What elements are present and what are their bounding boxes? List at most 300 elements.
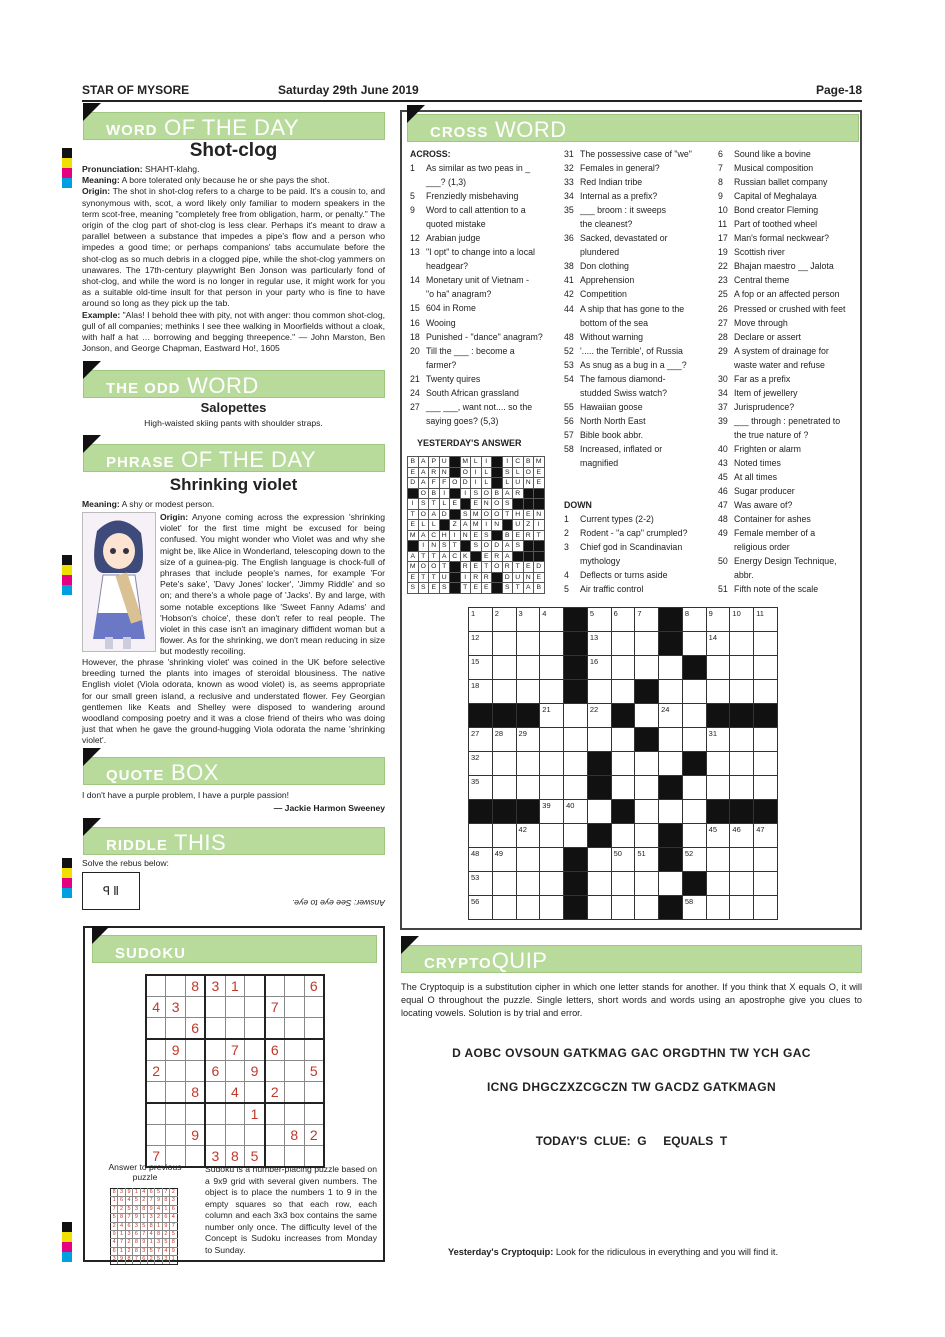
crossword-cell[interactable]: [635, 896, 659, 920]
sudoku-cell[interactable]: 6: [140, 1256, 147, 1264]
crossword-cell[interactable]: [754, 632, 778, 656]
sudoku-cell[interactable]: [205, 1082, 225, 1104]
crossword-cell[interactable]: [730, 776, 754, 800]
crossword-cell[interactable]: [564, 776, 588, 800]
crossword-cell[interactable]: [540, 680, 564, 704]
crossword-cell[interactable]: [516, 656, 540, 680]
crossword-cell[interactable]: [540, 656, 564, 680]
crossword-cell[interactable]: [492, 896, 516, 920]
sudoku-cell[interactable]: 9: [170, 1247, 177, 1255]
sudoku-cell[interactable]: [146, 1018, 166, 1040]
sudoku-cell[interactable]: 7: [146, 1146, 166, 1168]
sudoku-cell[interactable]: 1: [147, 1239, 154, 1247]
crossword-cell[interactable]: [516, 872, 540, 896]
crossword-cell[interactable]: 2: [492, 608, 516, 632]
sudoku-cell[interactable]: [245, 975, 265, 997]
sudoku-cell[interactable]: 6: [133, 1231, 140, 1239]
crossword-cell[interactable]: 45: [706, 824, 730, 848]
sudoku-cell[interactable]: 5: [125, 1205, 132, 1213]
crossword-cell[interactable]: 1: [469, 608, 493, 632]
crossword-cell[interactable]: [540, 752, 564, 776]
sudoku-cell[interactable]: 3: [133, 1205, 140, 1213]
crossword-cell[interactable]: [587, 872, 611, 896]
crossword-cell[interactable]: [706, 752, 730, 776]
crossword-cell[interactable]: [540, 728, 564, 752]
crossword-cell[interactable]: [635, 800, 659, 824]
sudoku-cell[interactable]: 7: [125, 1214, 132, 1222]
crossword-cell[interactable]: [754, 848, 778, 872]
crossword-cell[interactable]: [611, 824, 635, 848]
crossword-cell[interactable]: [754, 872, 778, 896]
sudoku-cell[interactable]: [205, 1018, 225, 1040]
crossword-cell[interactable]: 42: [516, 824, 540, 848]
sudoku-cell[interactable]: 3: [118, 1189, 125, 1197]
crossword-cell[interactable]: [540, 824, 564, 848]
crossword-cell[interactable]: [635, 872, 659, 896]
crossword-cell[interactable]: [754, 728, 778, 752]
sudoku-cell[interactable]: 5: [140, 1222, 147, 1230]
crossword-cell[interactable]: [516, 632, 540, 656]
sudoku-cell[interactable]: 6: [111, 1247, 118, 1255]
crossword-cell[interactable]: [682, 728, 706, 752]
crossword-cell[interactable]: [730, 728, 754, 752]
sudoku-cell[interactable]: [146, 1103, 166, 1125]
sudoku-cell[interactable]: 5: [133, 1197, 140, 1205]
sudoku-cell[interactable]: 7: [170, 1222, 177, 1230]
crossword-cell[interactable]: 35: [469, 776, 493, 800]
sudoku-cell[interactable]: 2: [146, 1061, 166, 1082]
crossword-cell[interactable]: 7: [635, 608, 659, 632]
crossword-cell[interactable]: [659, 872, 683, 896]
sudoku-cell[interactable]: 6: [162, 1214, 169, 1222]
sudoku-cell[interactable]: [245, 1125, 265, 1146]
sudoku-cell[interactable]: 7: [147, 1197, 154, 1205]
sudoku-cell[interactable]: [225, 1018, 245, 1040]
crossword-cell[interactable]: [540, 776, 564, 800]
crossword-cell[interactable]: [730, 872, 754, 896]
sudoku-cell[interactable]: 1: [245, 1103, 265, 1125]
crossword-cell[interactable]: 58: [682, 896, 706, 920]
crossword-cell[interactable]: 22: [587, 704, 611, 728]
sudoku-cell[interactable]: 3: [125, 1231, 132, 1239]
sudoku-cell[interactable]: 3: [111, 1256, 118, 1264]
crossword-cell[interactable]: [659, 752, 683, 776]
sudoku-cell[interactable]: [225, 997, 245, 1018]
sudoku-cell[interactable]: [166, 1082, 186, 1104]
crossword-cell[interactable]: [611, 632, 635, 656]
sudoku-cell[interactable]: 7: [140, 1231, 147, 1239]
sudoku-cell[interactable]: 7: [225, 1039, 245, 1061]
sudoku-cell[interactable]: 7: [155, 1247, 162, 1255]
sudoku-cell[interactable]: [284, 1103, 304, 1125]
sudoku-cell[interactable]: [284, 1039, 304, 1061]
sudoku-cell[interactable]: 1: [133, 1189, 140, 1197]
down-label: DOWN: [564, 500, 592, 510]
sudoku-cell[interactable]: 6: [118, 1197, 125, 1205]
sudoku-cell[interactable]: 1: [162, 1205, 169, 1213]
crossword-cell[interactable]: [564, 752, 588, 776]
crossword-cell[interactable]: [587, 728, 611, 752]
crossword-cell[interactable]: [564, 728, 588, 752]
sudoku-cell[interactable]: 3: [140, 1247, 147, 1255]
sudoku-cell[interactable]: 4: [111, 1239, 118, 1247]
crossword-cell[interactable]: [492, 680, 516, 704]
cryptoquip-clue: TODAY'S CLUE: G EQUALS T: [535, 1134, 728, 1148]
crossword-cell[interactable]: 3: [516, 608, 540, 632]
crossword-cell[interactable]: [540, 896, 564, 920]
sudoku-cell[interactable]: 8: [118, 1214, 125, 1222]
sudoku-cell[interactable]: 1: [118, 1247, 125, 1255]
sudoku-cell[interactable]: 3: [155, 1239, 162, 1247]
crossword-cell[interactable]: [492, 632, 516, 656]
sudoku-cell[interactable]: 5: [155, 1256, 162, 1264]
crossword-cell[interactable]: [754, 656, 778, 680]
sudoku-cell[interactable]: [205, 1103, 225, 1125]
crossword-cell[interactable]: 28: [492, 728, 516, 752]
crossword-cell[interactable]: [635, 824, 659, 848]
sudoku-cell[interactable]: 1: [225, 975, 245, 997]
sudoku-cell[interactable]: 6: [304, 975, 324, 997]
crossword-cell[interactable]: [706, 680, 730, 704]
sudoku-cell[interactable]: 4: [125, 1197, 132, 1205]
sudoku-cell[interactable]: [265, 975, 285, 997]
crossword-cell[interactable]: 9: [706, 608, 730, 632]
sudoku-cell[interactable]: [265, 1125, 285, 1146]
sudoku-cell[interactable]: [265, 1103, 285, 1125]
sudoku-cell[interactable]: 5: [155, 1189, 162, 1197]
sudoku-cell[interactable]: [304, 997, 324, 1018]
crossword-cell[interactable]: [754, 752, 778, 776]
sudoku-cell[interactable]: 3: [205, 975, 225, 997]
sudoku-cell[interactable]: 4: [155, 1205, 162, 1213]
sudoku-cell[interactable]: [146, 975, 166, 997]
sudoku-cell[interactable]: [166, 1103, 186, 1125]
crossword-cell[interactable]: 15: [469, 656, 493, 680]
crossword-cell[interactable]: [730, 632, 754, 656]
sudoku-cell[interactable]: [284, 1018, 304, 1040]
crossword-cell[interactable]: 40: [564, 800, 588, 824]
crossword-cell[interactable]: 51: [635, 848, 659, 872]
sudoku-cell[interactable]: 9: [166, 1039, 186, 1061]
sudoku-cell[interactable]: 7: [118, 1239, 125, 1247]
sudoku-cell[interactable]: 5: [147, 1247, 154, 1255]
sudoku-cell[interactable]: [186, 1103, 206, 1125]
sudoku-cell[interactable]: 5: [170, 1231, 177, 1239]
sudoku-cell[interactable]: [284, 997, 304, 1018]
crossword-cell[interactable]: [492, 776, 516, 800]
crossword-cell[interactable]: [611, 728, 635, 752]
crossword-cell[interactable]: 6: [611, 608, 635, 632]
sudoku-cell[interactable]: 7: [133, 1256, 140, 1264]
crossword-cell[interactable]: [611, 752, 635, 776]
sudoku-cell[interactable]: 3: [205, 1146, 225, 1168]
sudoku-cell[interactable]: 6: [186, 1018, 206, 1040]
sudoku-cell[interactable]: 9: [162, 1222, 169, 1230]
crossword-cell[interactable]: [611, 872, 635, 896]
crossword-cell[interactable]: 50: [611, 848, 635, 872]
sudoku-cell[interactable]: 9: [133, 1214, 140, 1222]
crossword-cell[interactable]: [682, 704, 706, 728]
crossword-cell[interactable]: [635, 752, 659, 776]
crossword-cell[interactable]: [516, 680, 540, 704]
sudoku-cell[interactable]: 2: [162, 1231, 169, 1239]
clue-number: 50: [718, 556, 728, 567]
crossword-cell[interactable]: [611, 896, 635, 920]
sudoku-cell[interactable]: [225, 1103, 245, 1125]
crossword-cell[interactable]: 32: [469, 752, 493, 776]
crossword-cell[interactable]: [492, 872, 516, 896]
crossword-cell[interactable]: [516, 752, 540, 776]
crossword-cell[interactable]: [682, 680, 706, 704]
sudoku-cell[interactable]: 9: [125, 1189, 132, 1197]
clue-number: 11: [718, 219, 728, 230]
sudoku-cell[interactable]: 8: [133, 1247, 140, 1255]
sudoku-cell[interactable]: 3: [170, 1197, 177, 1205]
sudoku-cell[interactable]: 2: [304, 1125, 324, 1146]
sudoku-cell[interactable]: 4: [225, 1082, 245, 1104]
crossword-cell[interactable]: [611, 776, 635, 800]
sudoku-cell[interactable]: [146, 1125, 166, 1146]
crossword-cell[interactable]: [706, 896, 730, 920]
crossword-cell[interactable]: [659, 800, 683, 824]
sudoku-cell[interactable]: 9: [245, 1061, 265, 1082]
sudoku-cell[interactable]: [205, 997, 225, 1018]
sudoku-cell[interactable]: 6: [147, 1189, 154, 1197]
sudoku-cell[interactable]: 1: [170, 1256, 177, 1264]
crossword-cell[interactable]: [516, 896, 540, 920]
sudoku-cell[interactable]: 4: [146, 997, 166, 1018]
crossword-cell[interactable]: 12: [469, 632, 493, 656]
sudoku-cell[interactable]: [304, 1018, 324, 1040]
sudoku-cell[interactable]: [225, 1125, 245, 1146]
crossword-cell[interactable]: [682, 800, 706, 824]
crossword-cell[interactable]: 11: [754, 608, 778, 632]
crossword-cell[interactable]: [587, 848, 611, 872]
sudoku-cell[interactable]: 8: [147, 1222, 154, 1230]
sudoku-cell[interactable]: [245, 1039, 265, 1061]
sudoku-cell[interactable]: 4: [118, 1222, 125, 1230]
sudoku-cell[interactable]: [186, 997, 206, 1018]
sudoku-cell[interactable]: 8: [125, 1256, 132, 1264]
sudoku-cell[interactable]: 8: [170, 1239, 177, 1247]
sudoku-cell[interactable]: 8: [133, 1239, 140, 1247]
crossword-cell[interactable]: 27: [469, 728, 493, 752]
sudoku-cell[interactable]: [186, 1039, 206, 1061]
crossword-cell[interactable]: 13: [587, 632, 611, 656]
crossword-cell[interactable]: [659, 656, 683, 680]
sudoku-cell[interactable]: [166, 1061, 186, 1082]
sudoku-cell[interactable]: 9: [111, 1231, 118, 1239]
crossword-cell[interactable]: [635, 632, 659, 656]
sudoku-cell[interactable]: 9: [140, 1239, 147, 1247]
sudoku-cell[interactable]: 4: [170, 1214, 177, 1222]
crossword-cell[interactable]: [564, 824, 588, 848]
crossword-cell[interactable]: [540, 632, 564, 656]
crossword-cell[interactable]: 48: [469, 848, 493, 872]
sudoku-cell[interactable]: 9: [147, 1205, 154, 1213]
sudoku-cell[interactable]: [245, 1018, 265, 1040]
sudoku-cell[interactable]: 8: [225, 1146, 245, 1168]
crossword-cell[interactable]: [682, 824, 706, 848]
sudoku-cell[interactable]: 8: [140, 1205, 147, 1213]
sudoku-cell[interactable]: 5: [245, 1146, 265, 1168]
sudoku-cell[interactable]: [186, 1146, 206, 1168]
sudoku-cell[interactable]: 5: [162, 1239, 169, 1247]
sudoku-cell[interactable]: [245, 997, 265, 1018]
crossword-cell[interactable]: 4: [540, 608, 564, 632]
sudoku-cell[interactable]: [186, 1061, 206, 1082]
crossword-cell[interactable]: 39: [540, 800, 564, 824]
crossword-cell[interactable]: [706, 848, 730, 872]
sudoku-cell[interactable]: 5: [304, 1061, 324, 1082]
crossword-cell[interactable]: 24: [659, 704, 683, 728]
sudoku-cell[interactable]: [304, 1039, 324, 1061]
sudoku-cell[interactable]: 8: [284, 1125, 304, 1146]
sudoku-cell[interactable]: 9: [186, 1125, 206, 1146]
sudoku-cell[interactable]: 1: [111, 1197, 118, 1205]
sudoku-cell[interactable]: [265, 1018, 285, 1040]
crossword-cell[interactable]: 5: [587, 608, 611, 632]
crossword-cell[interactable]: 49: [492, 848, 516, 872]
sudoku-cell[interactable]: 2: [140, 1197, 147, 1205]
crossword-cell[interactable]: [492, 824, 516, 848]
sudoku-cell[interactable]: 6: [170, 1205, 177, 1213]
sudoku-cell[interactable]: 7: [162, 1189, 169, 1197]
sudoku-cell[interactable]: 2: [147, 1256, 154, 1264]
sudoku-cell[interactable]: 8: [111, 1189, 118, 1197]
crossword-cell[interactable]: 18: [469, 680, 493, 704]
print-color-marks: [62, 555, 72, 595]
clue-number: 17: [718, 233, 728, 244]
crossword-cell[interactable]: [706, 656, 730, 680]
sudoku-cell[interactable]: 7: [111, 1205, 118, 1213]
crossword-cell[interactable]: 14: [706, 632, 730, 656]
sudoku-cell[interactable]: [205, 1125, 225, 1146]
sudoku-cell[interactable]: 2: [111, 1222, 118, 1230]
sudoku-cell[interactable]: 8: [186, 1082, 206, 1104]
crossword-cell[interactable]: [492, 656, 516, 680]
crossword-cell[interactable]: [540, 872, 564, 896]
sudoku-cell[interactable]: 2: [118, 1205, 125, 1213]
crossword-cell[interactable]: 31: [706, 728, 730, 752]
sudoku-cell[interactable]: 1: [140, 1214, 147, 1222]
sudoku-cell[interactable]: 8: [186, 975, 206, 997]
sudoku-cell[interactable]: [225, 1061, 245, 1082]
sudoku-cell[interactable]: 2: [125, 1247, 132, 1255]
answer-cell: R: [513, 488, 524, 499]
crossword-cell[interactable]: [730, 896, 754, 920]
crossword-cell[interactable]: [754, 680, 778, 704]
sudoku-cell[interactable]: [166, 975, 186, 997]
crossword-cell[interactable]: 21: [540, 704, 564, 728]
crossword-cell[interactable]: [659, 728, 683, 752]
sudoku-cell[interactable]: 3: [166, 997, 186, 1018]
sudoku-cell[interactable]: [304, 1103, 324, 1125]
sudoku-cell[interactable]: 6: [205, 1061, 225, 1082]
sudoku-cell[interactable]: 5: [111, 1214, 118, 1222]
crossword-cell[interactable]: [682, 776, 706, 800]
crossword-cell[interactable]: [564, 704, 588, 728]
sudoku-cell[interactable]: 6: [265, 1039, 285, 1061]
crossword-cell[interactable]: [540, 848, 564, 872]
sudoku-cell[interactable]: 1: [118, 1231, 125, 1239]
sudoku-cell[interactable]: 6: [125, 1222, 132, 1230]
sudoku-cell[interactable]: 8: [155, 1231, 162, 1239]
sudoku-cell[interactable]: 9: [155, 1197, 162, 1205]
sudoku-cell[interactable]: [265, 1061, 285, 1082]
crossword-cell[interactable]: [635, 704, 659, 728]
sudoku-cell[interactable]: [245, 1082, 265, 1104]
answer-cell: E: [471, 562, 482, 573]
crossword-cell[interactable]: [730, 680, 754, 704]
sudoku-cell[interactable]: 4: [140, 1189, 147, 1197]
sudoku-cell[interactable]: [166, 1018, 186, 1040]
sudoku-cell[interactable]: [284, 1061, 304, 1082]
crossword-cell[interactable]: [492, 752, 516, 776]
crossword-cell[interactable]: [682, 632, 706, 656]
crossword-cell[interactable]: 8: [682, 608, 706, 632]
crossword-cell[interactable]: 47: [754, 824, 778, 848]
sudoku-cell[interactable]: 2: [170, 1189, 177, 1197]
crossword-cell[interactable]: 52: [682, 848, 706, 872]
crossword-cell[interactable]: 46: [730, 824, 754, 848]
crossword-cell[interactable]: [516, 776, 540, 800]
crossword-cell[interactable]: [611, 680, 635, 704]
crossword-cell[interactable]: [659, 680, 683, 704]
crossword-cell[interactable]: [730, 656, 754, 680]
sudoku-cell[interactable]: 4: [162, 1247, 169, 1255]
crossword-cell[interactable]: [611, 656, 635, 680]
sudoku-cell[interactable]: 7: [265, 997, 285, 1018]
sudoku-cell[interactable]: 4: [147, 1231, 154, 1239]
sudoku-cell[interactable]: 2: [155, 1214, 162, 1222]
crossword-cell[interactable]: [635, 776, 659, 800]
crossword-cell[interactable]: [587, 896, 611, 920]
crossword-cell[interactable]: [706, 776, 730, 800]
crossword-cell[interactable]: [469, 824, 493, 848]
crossword-cell[interactable]: [516, 848, 540, 872]
crossword-cell[interactable]: 29: [516, 728, 540, 752]
sudoku-cell[interactable]: [205, 1039, 225, 1061]
crossword-cell[interactable]: [587, 680, 611, 704]
sudoku-cell[interactable]: 2: [265, 1082, 285, 1104]
sudoku-cell[interactable]: [166, 1125, 186, 1146]
crossword-cell[interactable]: [706, 872, 730, 896]
crossword-cell[interactable]: [587, 800, 611, 824]
crossword-cell[interactable]: 10: [730, 608, 754, 632]
crossword-cell[interactable]: [754, 896, 778, 920]
crossword-cell[interactable]: 53: [469, 872, 493, 896]
crossword-cell[interactable]: [730, 848, 754, 872]
sudoku-cell[interactable]: [146, 1039, 166, 1061]
sudoku-cell[interactable]: [304, 1082, 324, 1104]
sudoku-cell[interactable]: 1: [155, 1222, 162, 1230]
sudoku-cell[interactable]: [146, 1082, 166, 1104]
sudoku-cell[interactable]: 2: [125, 1239, 132, 1247]
crossword-cell[interactable]: [754, 776, 778, 800]
sudoku-cell[interactable]: 3: [133, 1222, 140, 1230]
sudoku-cell[interactable]: 8: [162, 1197, 169, 1205]
sudoku-cell[interactable]: [284, 975, 304, 997]
sudoku-cell[interactable]: 9: [118, 1256, 125, 1264]
sudoku-cell[interactable]: [284, 1082, 304, 1104]
crossword-cell[interactable]: 56: [469, 896, 493, 920]
sudoku-cell[interactable]: 3: [162, 1256, 169, 1264]
crossword-cell[interactable]: [730, 752, 754, 776]
crossword-cell[interactable]: 16: [587, 656, 611, 680]
sudoku-cell[interactable]: 3: [147, 1214, 154, 1222]
crossword-cell[interactable]: [635, 656, 659, 680]
